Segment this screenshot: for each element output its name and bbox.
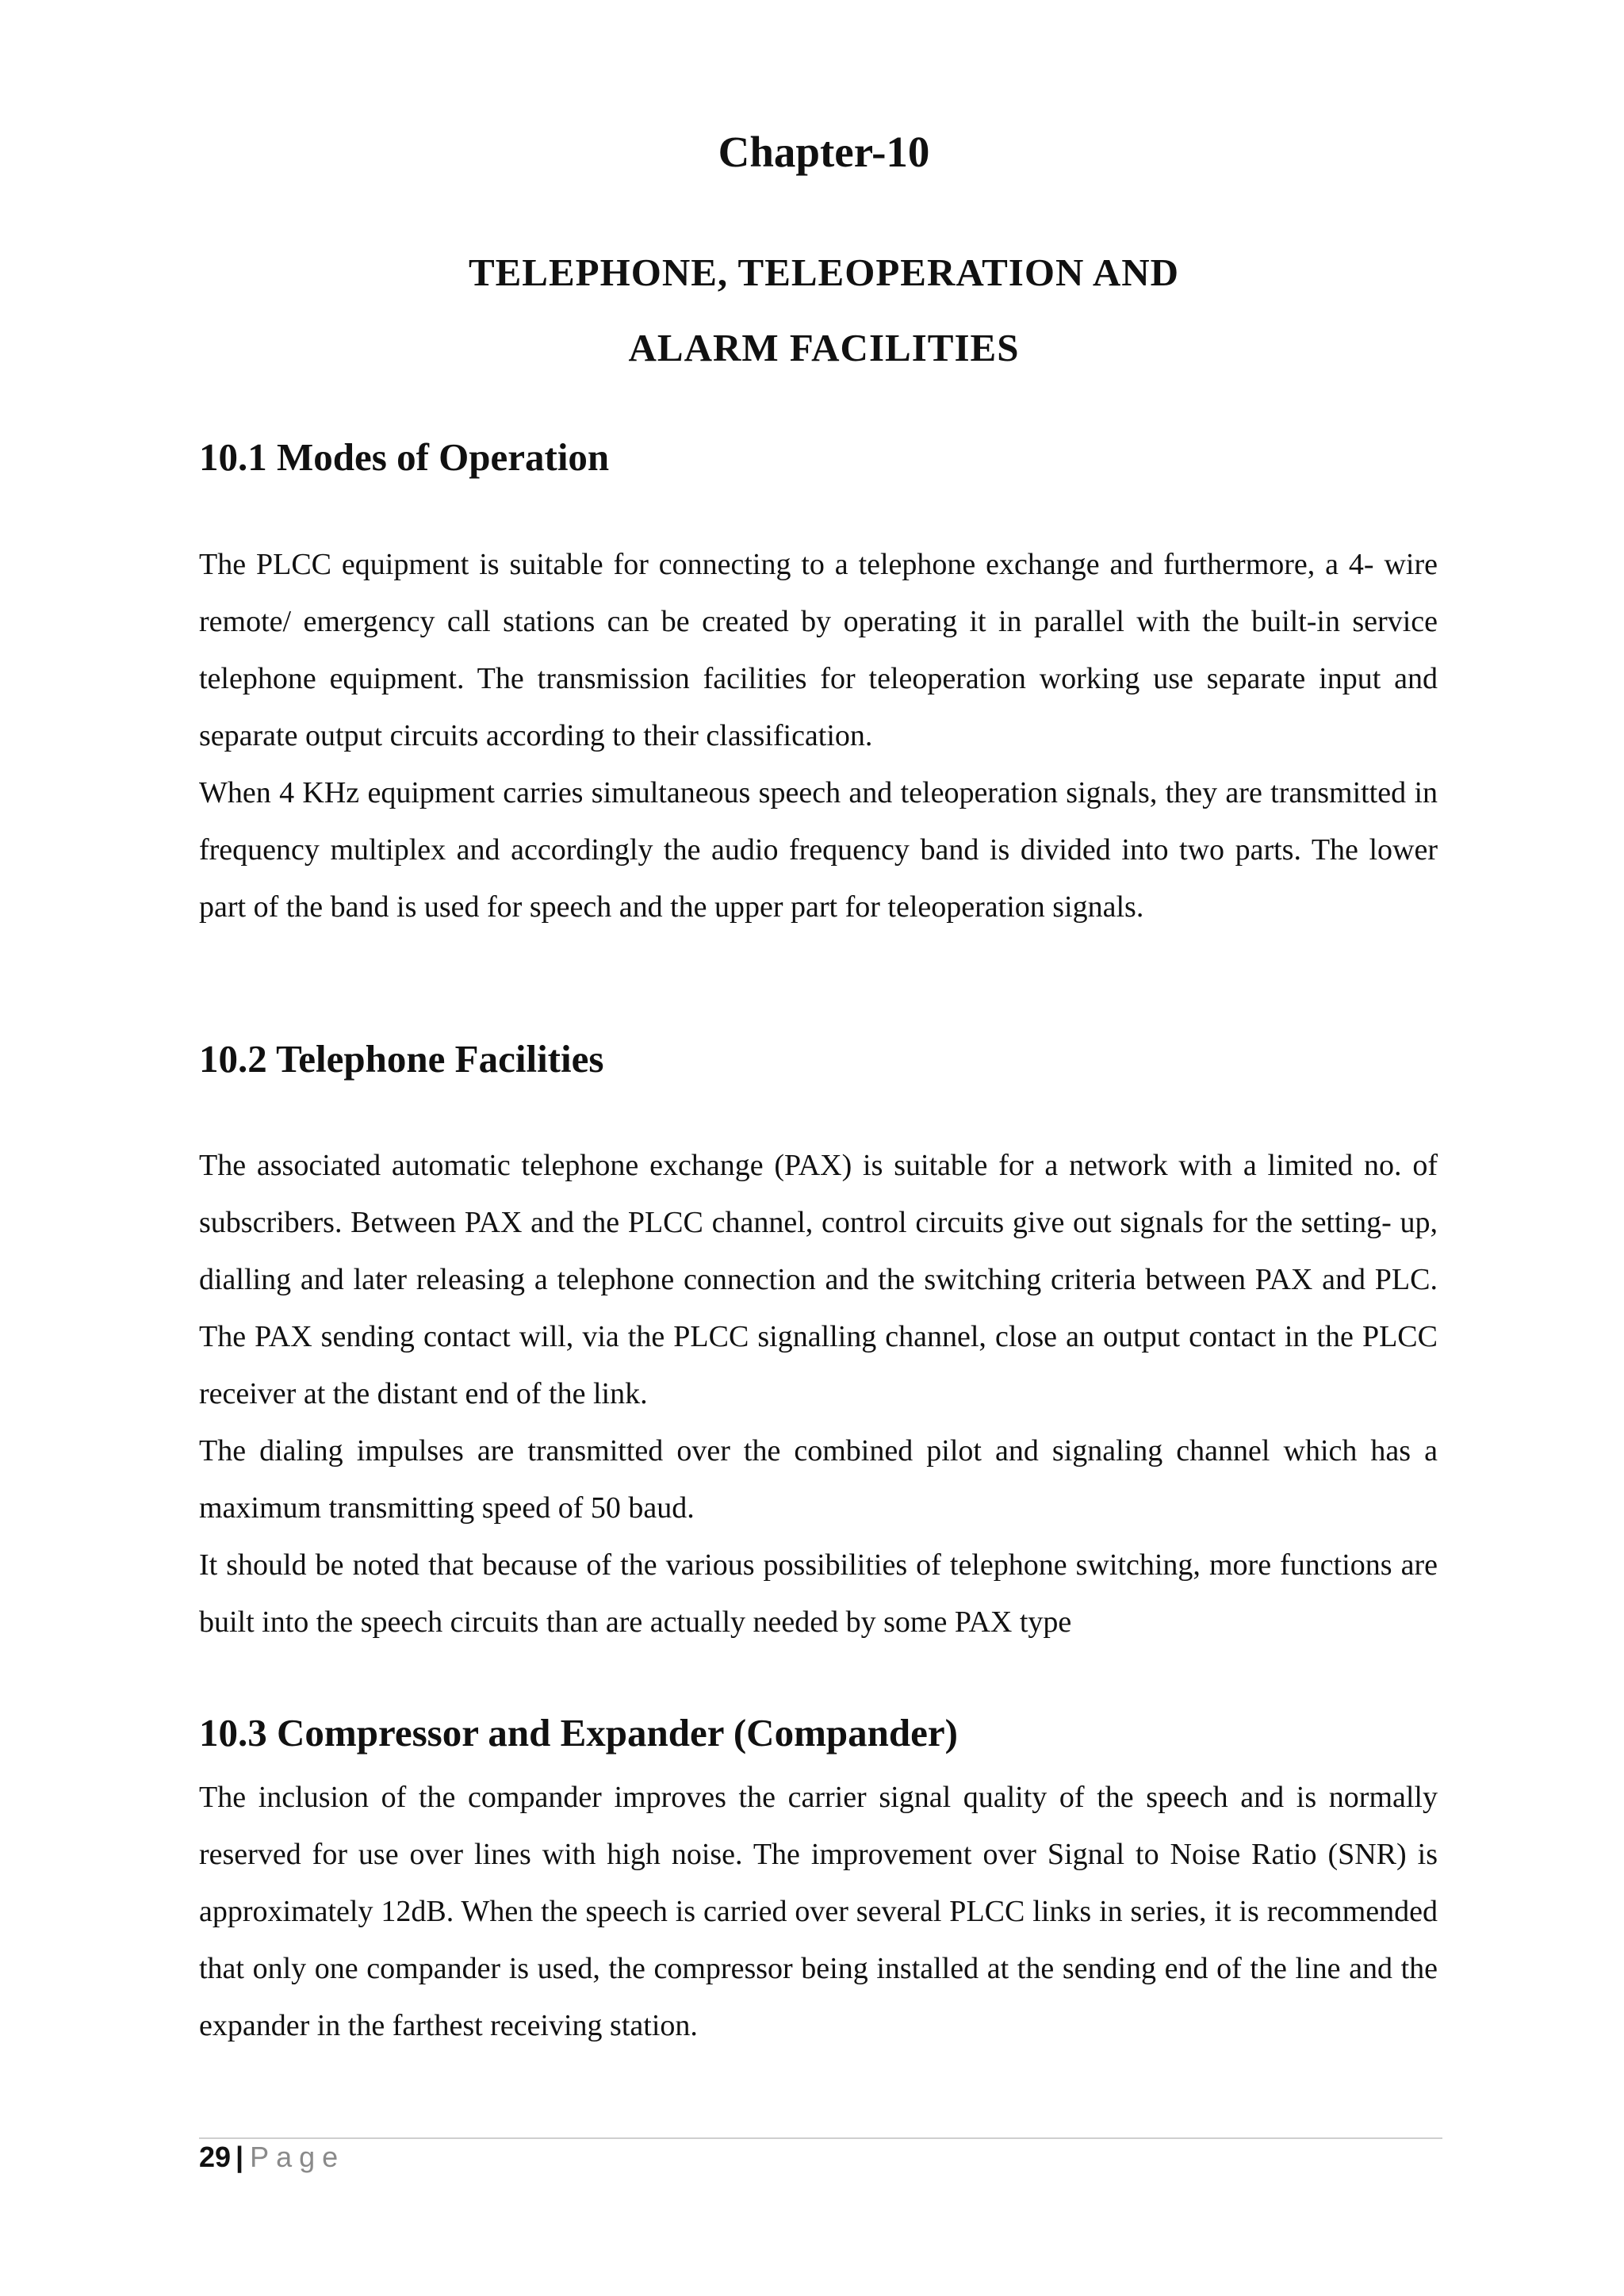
section-heading-telephone-facilities: 10.2 Telephone Facilities — [199, 1037, 604, 1081]
chapter-number: Chapter-10 — [718, 128, 930, 176]
paragraph: When 4 KHz equipment carries simultaneous speech and teleoperation signals, they are transmitted in frequency multiplex and accordingly the audio frequency band is divided into two parts. The lower part of the band is used for speech and the upper part for teleoperation signals. — [199, 776, 1438, 924]
paragraph: The dialing impulses are transmitted over the combined pilot and signaling channel which has a maximum transmitting speed of 50 baud. — [199, 1434, 1438, 1525]
footer-divider — [199, 2137, 1442, 2139]
paragraph: It should be noted that because of the various possibilities of telephone switching, more functions are built into the speech circuits than are actually needed by some PAX type — [199, 1548, 1438, 1639]
page-label: Page — [250, 2141, 346, 2173]
section-body-telephone-facilities — [199, 1137, 1438, 1651]
paragraph: The PLCC equipment is suitable for connecting to a telephone exchange and furthermore, a 4- wire remote/ emergency call stations can be created by operating it in parallel with the built-in service telephone equipment. The transmission facilities for teleoperation working use separate input and separate output circuits according to their classification. — [199, 548, 1438, 752]
section-body-compander — [199, 1769, 1438, 2054]
paragraph: The associated automatic telephone exchange (PAX) is suitable for a network with a limited no. of subscribers. Between PAX and the PLCC channel, control circuits give out signals for the setting- up, dialling and later releasing a telephone connection and the switching criteria between PAX and PLC. The PAX sending contact will, via the PLCC signalling channel, close an output contact in the PLCC receiver at the distant end of the link. — [199, 1149, 1438, 1410]
page-footer — [199, 2141, 345, 2174]
page-number: 29 — [199, 2141, 232, 2173]
chapter-title-line-2: ALARM FACILITIES — [628, 326, 1020, 369]
section-heading-modes-of-operation: 10.1 Modes of Operation — [199, 435, 610, 479]
footer-separator: | — [236, 2141, 244, 2173]
chapter-title-line-1: TELEPHONE, TELEOPERATION AND — [468, 251, 1180, 294]
section-heading-compander: 10.3 Compressor and Expander (Compander) — [199, 1711, 958, 1755]
section-body-modes-of-operation — [199, 536, 1438, 936]
paragraph: The inclusion of the compander improves the carrier signal quality of the speech and is normally reserved for use over lines with high noise. The improvement over Signal to Noise Ratio (SNR) is approximately 12dB. When the speech is carried over several PLCC links in series, it is recommended that only one compander is used, the compressor being installed at the sending end of the line and the expander in the farthest receiving station. — [199, 1781, 1438, 2042]
